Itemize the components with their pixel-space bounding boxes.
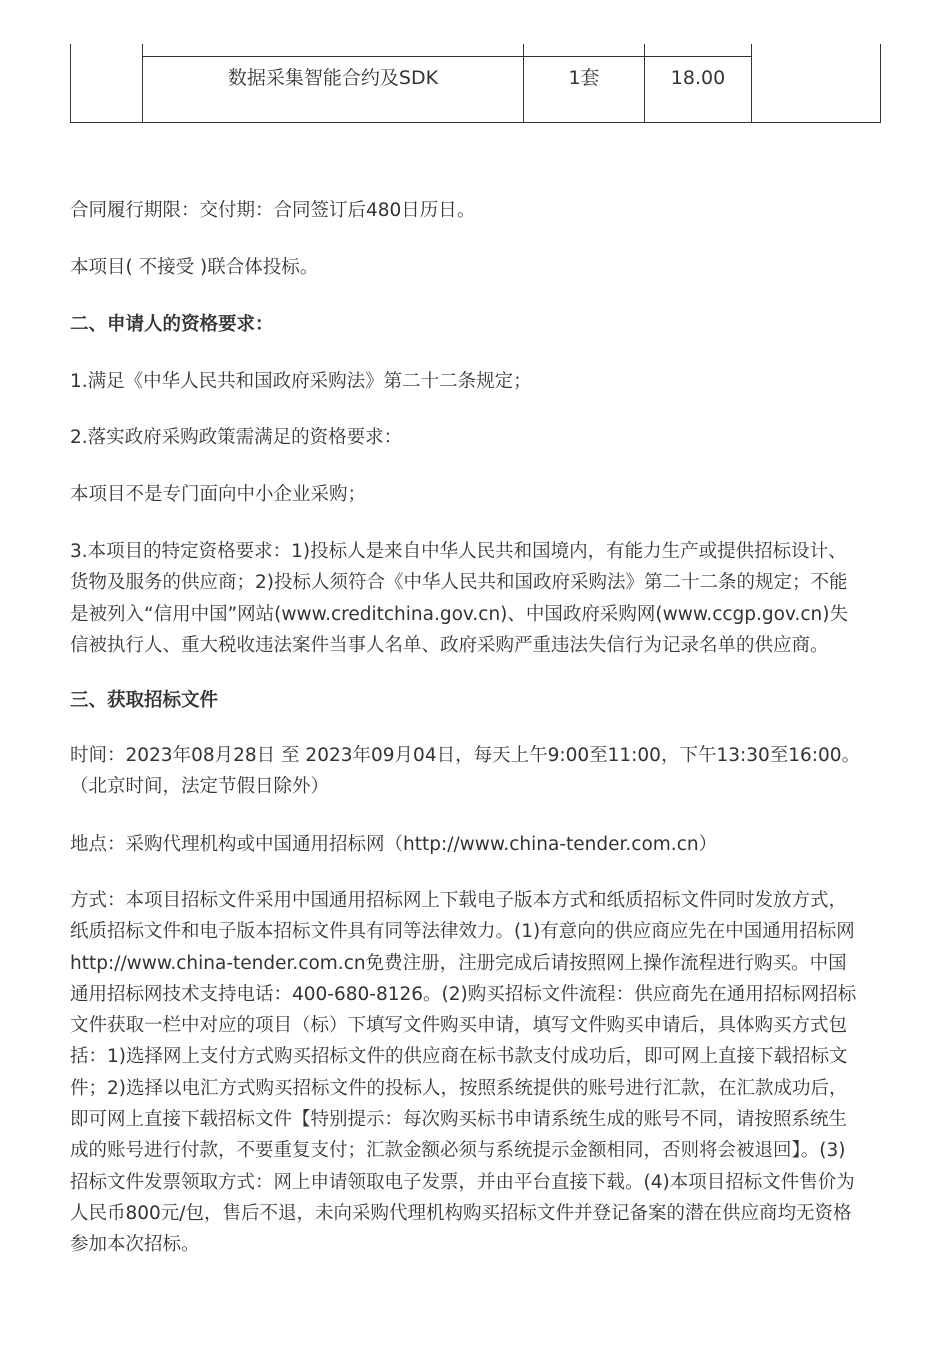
obtain-method-line: 纸质招标文件和电子版本招标文件具有同等法律效力。(1)有意向的供应商应先在中国通用招标网: [70, 921, 855, 943]
obtain-time: [70, 740, 890, 803]
obtain-method-line: 成的账号进行付款，不要重复支付；汇款金额必须与系统提示金额相同，否则将会被退回】。(3): [70, 1140, 846, 1162]
obtain-method-line: 人民币800元/包，售后不退，未向采购代理机构购买招标文件并登记备案的潜在供应商均无资格: [70, 1202, 852, 1224]
obtain-method-line: 参加本次招标。: [70, 1234, 200, 1256]
requirement-3-line: 3.本项目的特定资格要求：1)投标人是来自中华人民共和国境内，有能力生产或提供招标设计、: [70, 541, 847, 562]
table-cell-quantity: 1套: [568, 67, 600, 89]
contract-period: 合同履行期限：交付期：合同签订后480日历日。: [70, 200, 476, 221]
obtain-method-line: 方式：本项目招标文件采用中国通用招标网上下载电子版本方式和纸质招标文件同时发放方式，: [70, 890, 848, 911]
obtain-time-line: （北京时间，法定节假日除外）: [70, 776, 330, 798]
obtain-time-line: 时间：2023年08月28日 至 2023年09月04日，每天上午9:00至11:00，下午13:30至16:00。: [70, 745, 861, 766]
consortium-note: 本项目( 不接受 )联合体投标。: [70, 257, 319, 278]
item-table: [70, 44, 881, 123]
obtain-method-line: 件；2)选择以电汇方式购买招标文件的投标人，按照系统提供的账号进行汇款，在汇款成功后，: [70, 1077, 848, 1099]
table-row-border: [523, 56, 644, 57]
table-cell-item-name: 数据采集智能合约及SDK: [227, 67, 439, 89]
section-heading-obtain-documents: 三、获取招标文件: [70, 690, 219, 711]
requirement-3-line: 信被执行人、重大税收违法案件当事人名单、政府采购严重违法失信行为记录名单的供应商。: [70, 634, 829, 656]
obtain-method-line: 括：1)选择网上支付方式购买招标文件的供应商在标书款支付成功后，即可网上直接下载招标文: [70, 1046, 848, 1068]
obtain-method-line: 招标文件发票领取方式：网上申请领取电子发票，并由平台直接下载。(4)本项目招标文件售价为: [70, 1171, 855, 1193]
obtain-method: [70, 885, 890, 1261]
obtain-method-line: 通用招标网技术支持电话：400-680-8126。(2)购买招标文件流程：供应商先在通用招标网招标: [70, 983, 857, 1005]
sme-note: 本项目不是专门面向中小企业采购；: [70, 484, 367, 505]
obtain-method-line: 文件获取一栏中对应的项目（标）下填写文件购买申请，填写文件购买申请后，具体购买方式包: [70, 1015, 848, 1037]
requirement-3-line: 是被列入“信用中国”网站(www.creditchina.gov.cn)、中国政府采购网(www.ccgp.gov.cn)失: [70, 603, 848, 625]
section-heading-qualifications: 二、申请人的资格要求：: [70, 314, 274, 335]
table-cell-amount: 18.00: [670, 67, 726, 89]
table-divider: [751, 44, 752, 122]
table-row-border: [644, 56, 751, 57]
obtain-place: 地点：采购代理机构或中国通用招标网（http://www.china-tender.com.cn）: [70, 834, 718, 855]
requirement-2: 2.落实政府采购政策需满足的资格要求：: [70, 427, 403, 448]
table-row-border: [142, 56, 523, 57]
obtain-method-line: http://www.china-tender.com.cn免费注册，注册完成后请按照网上操作流程进行购买。中国: [70, 952, 847, 974]
requirement-3-line: 货物及服务的供应商；2)投标人须符合《中华人民共和国政府采购法》第二十二条的规定；不能: [70, 572, 848, 594]
requirement-3: [70, 536, 890, 661]
requirement-1: 1.满足《中华人民共和国政府采购法》第二十二条规定；: [70, 371, 532, 392]
obtain-method-line: 即可网上直接下载招标文件【特别提示：每次购买标书申请系统生成的账号不同，请按照系统生: [70, 1109, 848, 1131]
